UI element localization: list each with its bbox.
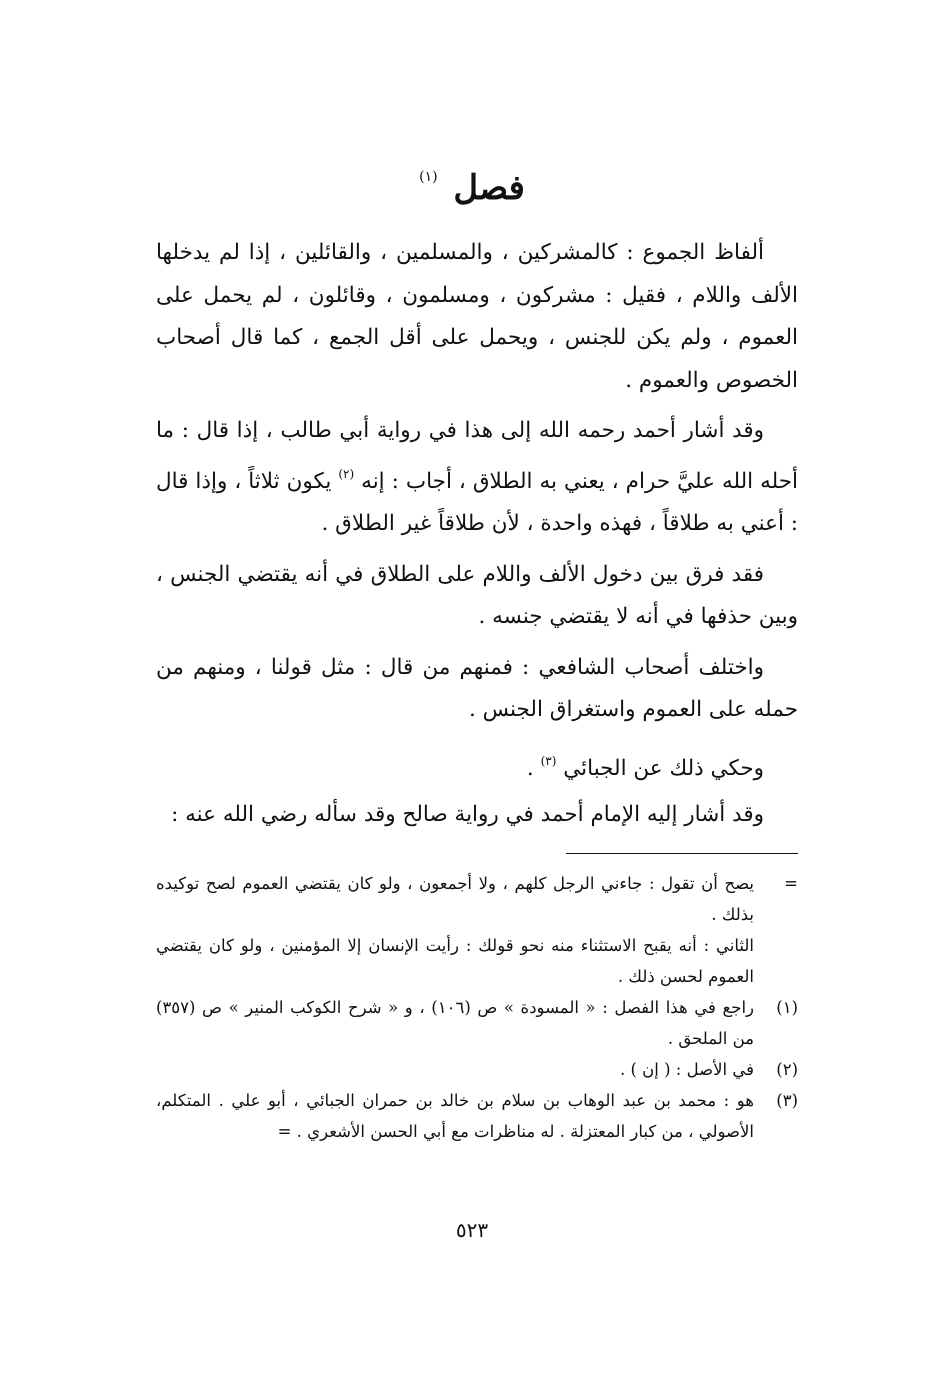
- footnote-ref: (٢): [338, 466, 355, 481]
- paragraph: وقد أشار إليه الإمام أحمد في رواية صالح وقد سأله رضي الله عنه :: [171, 802, 764, 827]
- footnote: [156, 1054, 798, 1085]
- footnote-text: في الأصل : ( إن ) .: [620, 1060, 754, 1079]
- paragraph: وقد أشار أحمد رحمه الله إلى هذا في رواية أبي طالب ، إذا قال : ما أحله الله عليَّ حرام ، يعني به الطلاق ، أجاب : إنه $^{(٢)}$ يكون ثلاثاً ، وإذا قال : أعني به طلاقاً ، فهذه واحدة ، لأن طلاقاً غير الطلاق .: [156, 418, 799, 536]
- footnote: [156, 1085, 798, 1147]
- footnote-text: راجع في هذا الفصل : « المسودة » ص (١٠٦) ، و « شرح الكوكب المنير » ص (٣٥٧) من الملحق .: [156, 998, 754, 1048]
- main-text: [156, 232, 798, 845]
- footnotes: [156, 868, 798, 1147]
- footnote: [156, 992, 798, 1054]
- footnote-mark: (١): [776, 998, 798, 1017]
- footnote-text: الثاني : أنه يقبح الاستثناء منه نحو قولك : رأيت الإنسان إلا المؤمنين ، ولو كان يقتضي العموم لحسن ذلك .: [156, 936, 754, 986]
- page-number: ٥٢٣: [455, 1218, 489, 1242]
- footnote-ref: (٣): [540, 753, 557, 768]
- footnote-text: هو : محمد بن عبد الوهاب بن سلام بن خالد بن حمران الجبائي ، أبو علي . المتكلم، الأصولي ، من كبار المعتزلة . له مناظرات مع أبي الحسن الأشعري . =: [156, 1091, 754, 1141]
- footnote-mark: =: [784, 874, 798, 893]
- footnote-ref: (١): [419, 169, 438, 185]
- paragraph: ألفاظ الجموع : كالمشركين ، والمسلمين ، والقائلين ، إذا لم يدخلها الألف واللام ، فقيل : مشركون ، ومسلمون ، وقائلون ، لم يحمل على العموم ، ولم يكن للجنس ، ويحمل على أقل الجمع ، كما قال أصحاب الخصوص والعموم .: [156, 240, 798, 393]
- paragraph: واختلف أصحاب الشافعي : فمنهم من قال : مثل قولنا ، ومنهم من حمله على العموم واستغراق الجنس .: [156, 654, 798, 722]
- paragraph: وحكي ذلك عن الجبائي $^{(٣)}$ .: [526, 753, 764, 781]
- footnote-mark: (٣): [776, 1091, 798, 1110]
- paragraph: فقد فرق بين دخول الألف واللام على الطلاق في أنه يقتضي الجنس ، وبين حذفها في أنه لا يقتضي جنسه .: [156, 561, 798, 629]
- footnote: [156, 930, 798, 992]
- footnote-mark: [754, 930, 798, 992]
- footnote: [156, 868, 798, 930]
- footnote-mark: (٢): [776, 1060, 798, 1079]
- section-title: فصل: [453, 168, 525, 208]
- section-heading: [0, 168, 944, 208]
- footnote-divider: [566, 853, 798, 854]
- footnote-text: يصح أن تقول : جاءني الرجل كلهم ، ولا أجمعون ، ولو كان يقتضي العموم لصح توكيده بذلك .: [156, 874, 754, 924]
